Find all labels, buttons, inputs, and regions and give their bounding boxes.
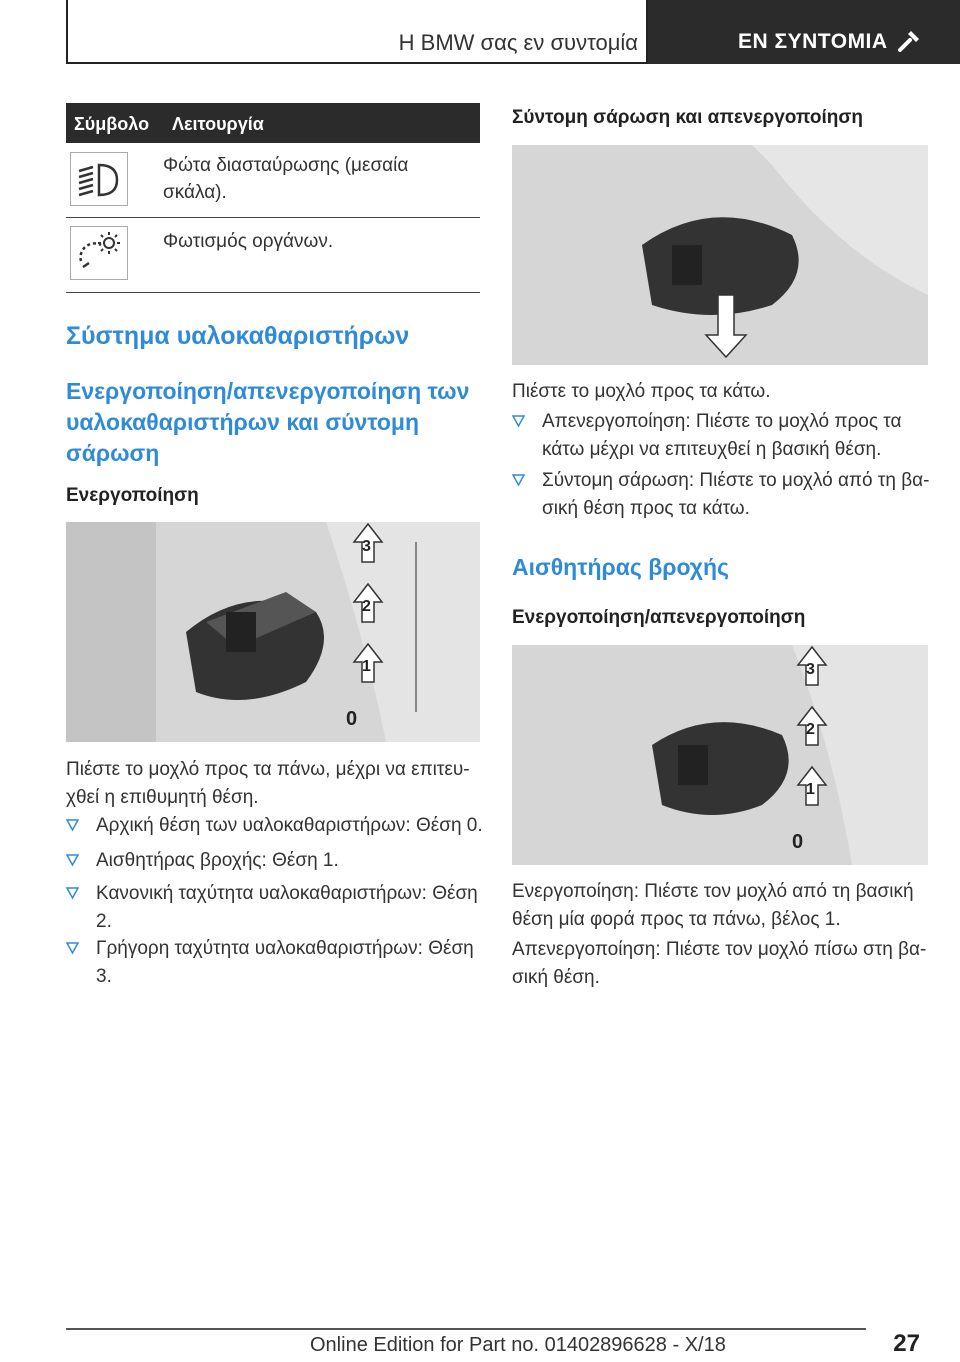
column-header-function: Λειτουργία (172, 114, 264, 134)
bullet-triangle-icon (66, 942, 79, 955)
instrument-lighting-icon (71, 227, 127, 279)
position-label: 1 (806, 781, 815, 798)
list-item: Κανονική ταχύτητα υαλοκαθαριστήρων: Θέση 2. (66, 880, 478, 936)
table-header (66, 103, 480, 143)
chapter-title: ΕΝ ΣΥΝΤΟΜΙΑ (738, 30, 888, 53)
instruction-text: Ενεργοποίηση: Πιέστε τον μοχλό από τη βασική θέση μία φορά προς τα πάνω, βέλος 1. (512, 881, 914, 930)
position-label: 1 (362, 658, 371, 675)
bullet-triangle-icon (66, 887, 79, 900)
list-item: Αισθητήρας βροχής: Θέση 1. (66, 847, 339, 875)
table-cell-function: Φώτα διασταύρωσης (μεσαία σκάλα). (163, 155, 409, 203)
rain-sensor-heading: Αισθητήρας βροχής (512, 554, 729, 580)
table-row (70, 226, 128, 280)
bullet-triangle-icon (66, 819, 79, 832)
subsection-heading: Ενεργοποίηση/απενεργοποίηση των υαλοκαθαριστήρων και σύντομη σάρωση (66, 378, 470, 466)
list-item: Σύντομη σάρωση: Πιέστε το μοχλό από τη βα- σική θέση προς τα κάτω. (512, 467, 929, 523)
list-item: Αρχική θέση των υαλοκαθαριστήρων: Θέση 0. (66, 812, 483, 840)
section-title: Η BMW σας εν συντομία (398, 30, 638, 55)
beam-range-icon (71, 153, 127, 205)
instruction-text: Απενεργοποίηση: Πιέστε τον μοχλό πίσω στη βα- σική θέση. (512, 939, 927, 988)
short-wipe-heading: Σύντομη σάρωση και απενεργοποίηση (512, 107, 863, 128)
column-header-symbol: Σύμβολο (74, 114, 150, 134)
rain-sensor-subheading: Ενεργοποίηση/απενεργοποίηση (512, 607, 806, 628)
position-label: 0 (346, 708, 358, 730)
table-cell-function: Φωτισμός οργάνων. (163, 231, 334, 252)
footer-divider (66, 1328, 866, 1330)
position-label: 3 (362, 538, 371, 555)
position-label: 3 (806, 661, 815, 678)
activation-heading: Ενεργοποίηση (66, 485, 199, 506)
rain-sensor-lever-photo (512, 645, 928, 865)
row-divider (66, 292, 480, 293)
list-item: Γρήγορη ταχύτητα υαλοκαθαριστήρων: Θέση 3. (66, 935, 474, 991)
section-heading: Σύστημα υαλοκαθαριστήρων (66, 322, 410, 350)
tool-icon (896, 28, 922, 54)
position-label: 0 (792, 831, 804, 853)
table-row (70, 152, 128, 206)
bullet-triangle-icon (66, 854, 79, 867)
row-divider (66, 217, 480, 218)
instruction-text: Πιέστε το μοχλό προς τα κάτω. (512, 381, 771, 402)
wiper-lever-photo-up (66, 522, 480, 742)
position-label: 2 (806, 721, 815, 738)
list-item: Απενεργοποίηση: Πιέστε το μοχλό προς τα κάτω μέχρι να επιτευχθεί η βασική θέση. (512, 408, 902, 464)
instruction-text: Πιέστε το μοχλό προς τα πάνω, μέχρι να επιτευ- χθεί η επιθυμητή θέση. (66, 759, 470, 808)
position-label: 2 (362, 598, 371, 615)
bullet-triangle-icon (512, 415, 525, 428)
edition-note: Online Edition for Part no. 01402896628 - X/18 (310, 1334, 726, 1356)
wiper-lever-photo-down (512, 145, 928, 365)
bullet-triangle-icon (512, 474, 525, 487)
page-number: 27 (893, 1330, 920, 1357)
